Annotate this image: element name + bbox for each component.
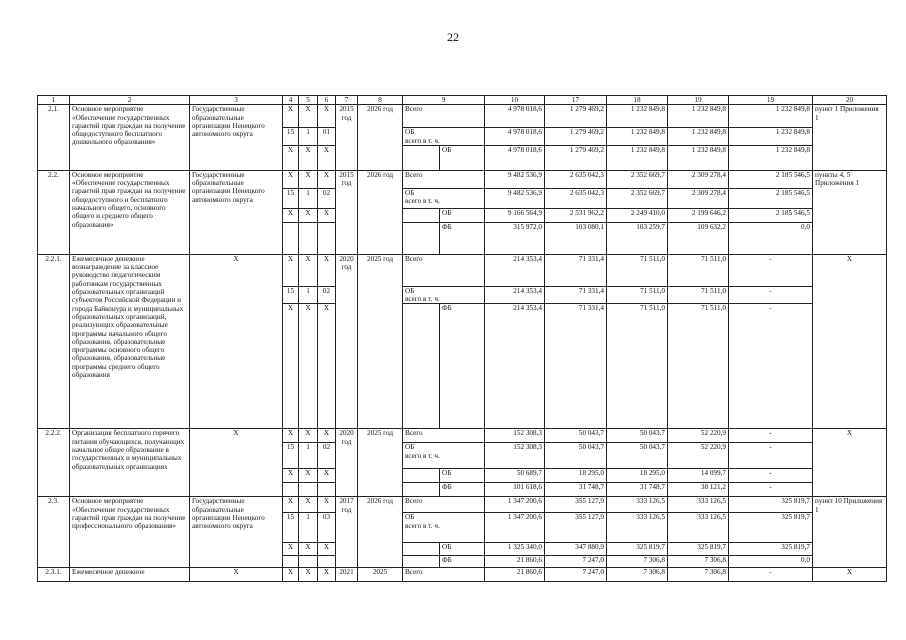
code-cell: 1 bbox=[299, 443, 318, 469]
table-row bbox=[38, 568, 887, 582]
row-number: 2.2. bbox=[38, 170, 70, 254]
funding-source-indent bbox=[403, 304, 440, 429]
funding-source-label: ОБ bbox=[405, 188, 415, 197]
amount-cell: 7 247,0 bbox=[545, 556, 607, 568]
amount-cell: 333 126,5 bbox=[668, 497, 729, 513]
amount-cell: - bbox=[729, 429, 813, 443]
funding-source-label: Всего bbox=[405, 568, 423, 577]
code-cell: 15 bbox=[283, 443, 299, 469]
start-year: 2017 год bbox=[336, 497, 358, 568]
code-cell: X bbox=[283, 429, 299, 443]
code-cell: X bbox=[299, 304, 318, 429]
note: X bbox=[813, 568, 887, 582]
funding-source-indent bbox=[403, 556, 440, 568]
column-header: 2 bbox=[70, 96, 190, 105]
amount-cell: - bbox=[729, 469, 813, 483]
start-year: 2020 год bbox=[336, 254, 358, 429]
code-cell: 1 bbox=[299, 188, 318, 208]
code-cell bbox=[299, 222, 318, 254]
funding-source-label: ОБ bbox=[405, 286, 415, 295]
funding-source: ОБ bbox=[440, 145, 485, 170]
amount-cell: 1 347 200,6 bbox=[485, 513, 545, 543]
note: пункт 10 Приложения 1 bbox=[813, 497, 887, 568]
activity-name: Организация бесплатного горячего питания обучающихся, получающих начальное общее образование в государственных и муниципальных образовательных организациях bbox=[70, 429, 190, 497]
row-number: 2.2.2. bbox=[38, 429, 70, 497]
code-cell: 15 bbox=[283, 286, 299, 304]
amount-cell: 71 331,4 bbox=[545, 254, 607, 286]
code-cell: X bbox=[318, 145, 336, 170]
page-number: 22 bbox=[447, 30, 459, 44]
amount-cell: 1 279 469,2 bbox=[545, 128, 607, 146]
end-year: 2025 bbox=[358, 568, 403, 582]
row-number: 2.1. bbox=[38, 105, 70, 171]
code-cell: X bbox=[299, 254, 318, 286]
executor: Государственные образовательные организации Ненецкого автономного округа bbox=[190, 170, 283, 254]
code-cell: X bbox=[318, 254, 336, 286]
funding-source-sublabel: всего в т. ч. bbox=[405, 136, 440, 145]
amount-cell: - bbox=[729, 304, 813, 429]
amount-cell: 7 306,8 bbox=[607, 568, 668, 582]
amount-cell: 7 306,8 bbox=[607, 556, 668, 568]
amount-cell: 325 819,7 bbox=[729, 497, 813, 513]
funding-source-indent bbox=[403, 543, 440, 556]
amount-cell: 38 121,2 bbox=[668, 483, 729, 497]
start-year: 2015 год bbox=[336, 105, 358, 171]
code-cell: X bbox=[283, 497, 299, 513]
amount-cell: 2 352 669,7 bbox=[607, 170, 668, 188]
start-year: 2015 год bbox=[336, 170, 358, 254]
amount-cell: 2 185 546,5 bbox=[729, 208, 813, 222]
row-number: 2.2.1. bbox=[38, 254, 70, 429]
end-year: 2026 год bbox=[358, 497, 403, 568]
code-cell bbox=[299, 556, 318, 568]
amount-cell: 325 819,7 bbox=[607, 543, 668, 556]
table-row bbox=[38, 497, 887, 513]
amount-cell: 103 080,1 bbox=[545, 222, 607, 254]
code-cell: X bbox=[283, 543, 299, 556]
amount-cell: 1 232 849,8 bbox=[668, 105, 729, 128]
code-cell: 1 bbox=[299, 286, 318, 304]
amount-cell: 14 099,7 bbox=[668, 469, 729, 483]
amount-cell: 21 860,6 bbox=[485, 556, 545, 568]
funding-source-indent bbox=[403, 208, 440, 222]
code-cell: X bbox=[318, 208, 336, 222]
amount-cell: 4 978 018,6 bbox=[485, 128, 545, 146]
column-header: 8 bbox=[358, 96, 403, 105]
activity-name: Основное мероприятие «Обеспечение государственных гарантий прав граждан на получение профессионального образования» bbox=[70, 497, 190, 568]
amount-cell: 1 232 849,8 bbox=[729, 128, 813, 146]
code-cell: 02 bbox=[318, 188, 336, 208]
amount-cell: 21 860,6 bbox=[485, 568, 545, 582]
code-cell: 1 bbox=[299, 128, 318, 146]
code-cell: X bbox=[283, 170, 299, 188]
code-cell bbox=[318, 483, 336, 497]
amount-cell: 18 295,0 bbox=[545, 469, 607, 483]
funding-source-indent bbox=[403, 469, 440, 483]
amount-cell: 71 331,4 bbox=[545, 286, 607, 304]
amount-cell: 7 306,8 bbox=[668, 556, 729, 568]
funding-source bbox=[403, 128, 485, 146]
column-header: 7 bbox=[336, 96, 358, 105]
code-cell: X bbox=[283, 105, 299, 128]
note: X bbox=[813, 429, 887, 497]
amount-cell: 9 482 536,9 bbox=[485, 188, 545, 208]
funding-source bbox=[403, 254, 485, 286]
amount-cell: 355 127,9 bbox=[545, 513, 607, 543]
amount-cell: 1 232 849,8 bbox=[607, 128, 668, 146]
amount-cell: 71 511,0 bbox=[607, 254, 668, 286]
code-cell: X bbox=[318, 429, 336, 443]
funding-source: ОБ bbox=[440, 469, 485, 483]
funding-source bbox=[403, 497, 485, 513]
funding-source-indent bbox=[403, 145, 440, 170]
amount-cell: 2 352 669,7 bbox=[607, 188, 668, 208]
amount-cell: 1 279 469,2 bbox=[545, 145, 607, 170]
amount-cell: 0,0 bbox=[729, 222, 813, 254]
funding-source-indent bbox=[403, 222, 440, 254]
amount-cell: 1 232 849,8 bbox=[729, 145, 813, 170]
column-header: 20 bbox=[813, 96, 887, 105]
executor: X bbox=[190, 429, 283, 497]
table-row bbox=[38, 254, 887, 286]
table-row bbox=[38, 170, 887, 188]
code-cell: X bbox=[299, 497, 318, 513]
amount-cell: 2 249 410,0 bbox=[607, 208, 668, 222]
column-header: 4 bbox=[283, 96, 299, 105]
funding-source-sublabel: всего в т. ч. bbox=[405, 295, 440, 304]
funding-source-label: Всего bbox=[405, 105, 423, 114]
amount-cell: 152 308,3 bbox=[485, 429, 545, 443]
activity-name: Ежемесячное денежное bbox=[70, 568, 190, 582]
amount-cell: 2 185 546,5 bbox=[729, 188, 813, 208]
amount-cell: 1 232 849,8 bbox=[668, 145, 729, 170]
amount-cell: 101 618,6 bbox=[485, 483, 545, 497]
amount-cell: 4 978 018,6 bbox=[485, 105, 545, 128]
amount-cell: 50 043,7 bbox=[607, 429, 668, 443]
funding-source-label: Всего bbox=[405, 497, 423, 506]
activity-name: Ежемесячное денежное вознаграждение за классное руководство педагогическим работникам государственных образовательных организаций субъектов Российской Федерации и города Байконура и муниципальных образовательных организаций, реализующих образовательные программы начального общего образования, образовательные программы основного общего образования, образовательные программы среднего общего образования bbox=[70, 254, 190, 429]
code-cell bbox=[318, 222, 336, 254]
start-year: 2020 год bbox=[336, 429, 358, 497]
funding-source: ОБ bbox=[440, 543, 485, 556]
executor: X bbox=[190, 254, 283, 429]
amount-cell: 1 325 340,0 bbox=[485, 543, 545, 556]
column-header: 10 bbox=[485, 96, 545, 105]
start-year: 2021 bbox=[336, 568, 358, 582]
amount-cell: 325 819,7 bbox=[668, 543, 729, 556]
amount-cell: 0,0 bbox=[729, 556, 813, 568]
code-cell: X bbox=[299, 105, 318, 128]
code-cell: X bbox=[283, 254, 299, 286]
budget-table bbox=[37, 95, 887, 582]
code-cell: X bbox=[283, 304, 299, 429]
note: X bbox=[813, 254, 887, 429]
amount-cell: 347 880,9 bbox=[545, 543, 607, 556]
amount-cell: 2 635 042,3 bbox=[545, 170, 607, 188]
funding-source: ФБ bbox=[440, 222, 485, 254]
code-cell: X bbox=[318, 497, 336, 513]
funding-source: ФБ bbox=[440, 304, 485, 429]
column-header: 6 bbox=[318, 96, 336, 105]
amount-cell: 325 819,7 bbox=[729, 543, 813, 556]
amount-cell: 2 185 546,5 bbox=[729, 170, 813, 188]
code-cell: 15 bbox=[283, 128, 299, 146]
column-header: 3 bbox=[190, 96, 283, 105]
funding-source bbox=[403, 286, 485, 304]
amount-cell: - bbox=[729, 286, 813, 304]
funding-source bbox=[403, 105, 485, 128]
column-header: 19 bbox=[668, 96, 729, 105]
amount-cell: 9 482 536,9 bbox=[485, 170, 545, 188]
funding-source: ФБ bbox=[440, 483, 485, 497]
code-cell: X bbox=[283, 145, 299, 170]
amount-cell: 214 353,4 bbox=[485, 254, 545, 286]
activity-name: Основное мероприятие «Обеспечение государственных гарантий прав граждан на получение общедоступного бесплатного дошкольного образования» bbox=[70, 105, 190, 171]
amount-cell: 152 308,3 bbox=[485, 443, 545, 469]
amount-cell: 1 232 849,8 bbox=[668, 128, 729, 146]
code-cell: X bbox=[299, 170, 318, 188]
code-cell: X bbox=[299, 543, 318, 556]
funding-source-indent bbox=[403, 483, 440, 497]
amount-cell: 214 353,4 bbox=[485, 286, 545, 304]
table-row bbox=[38, 429, 887, 443]
column-header: 1 bbox=[38, 96, 70, 105]
table-row bbox=[38, 105, 887, 128]
code-cell: 15 bbox=[283, 188, 299, 208]
amount-cell: 71 511,0 bbox=[668, 254, 729, 286]
amount-cell: 9 166 564,9 bbox=[485, 208, 545, 222]
funding-source-sublabel: всего в т. ч. bbox=[405, 197, 440, 206]
code-cell: X bbox=[318, 543, 336, 556]
code-cell: 15 bbox=[283, 513, 299, 543]
amount-cell: 50 043,7 bbox=[607, 443, 668, 469]
amount-cell: 31 748,7 bbox=[607, 483, 668, 497]
end-year: 2026 год bbox=[358, 105, 403, 171]
code-cell bbox=[283, 556, 299, 568]
funding-source: ОБ bbox=[440, 208, 485, 222]
header-row bbox=[38, 96, 887, 105]
executor: Государственные образовательные организации Ненецкого автономного округа bbox=[190, 497, 283, 568]
amount-cell: 333 126,5 bbox=[668, 513, 729, 543]
amount-cell: 2 199 646,2 bbox=[668, 208, 729, 222]
amount-cell: 2 531 962,2 bbox=[545, 208, 607, 222]
code-cell bbox=[299, 483, 318, 497]
funding-source-label: Всего bbox=[405, 170, 423, 179]
amount-cell: 52 220,9 bbox=[668, 443, 729, 469]
amount-cell: - bbox=[729, 568, 813, 582]
funding-source-sublabel: всего в т. ч. bbox=[405, 521, 440, 530]
code-cell: X bbox=[318, 170, 336, 188]
executor: Государственные образовательные организации Ненецкого автономного округа bbox=[190, 105, 283, 171]
column-header: 9 bbox=[403, 96, 485, 105]
amount-cell: 1 232 849,8 bbox=[729, 105, 813, 128]
amount-cell: 4 978 018,6 bbox=[485, 145, 545, 170]
amount-cell: 71 511,0 bbox=[668, 304, 729, 429]
row-number: 2.3.1. bbox=[38, 568, 70, 582]
amount-cell: 50 043,7 bbox=[545, 429, 607, 443]
column-header: 5 bbox=[299, 96, 318, 105]
funding-source bbox=[403, 568, 485, 582]
amount-cell: 50 043,7 bbox=[545, 443, 607, 469]
funding-source-label: ОБ bbox=[405, 128, 415, 137]
funding-source-label: ОБ bbox=[405, 443, 415, 452]
activity-name: Основное мероприятие «Обеспечение государственных гарантий прав граждан на получение общедоступного и бесплатного начального общего, основного общего и среднего общего образования» bbox=[70, 170, 190, 254]
amount-cell: 103 259,7 bbox=[607, 222, 668, 254]
amount-cell: 71 331,4 bbox=[545, 304, 607, 429]
amount-cell: 1 347 200,6 bbox=[485, 497, 545, 513]
code-cell: 02 bbox=[318, 443, 336, 469]
amount-cell: 325 819,7 bbox=[729, 513, 813, 543]
amount-cell: - bbox=[729, 443, 813, 469]
end-year: 2026 год bbox=[358, 170, 403, 254]
code-cell: X bbox=[299, 145, 318, 170]
amount-cell: 7 306,8 bbox=[668, 568, 729, 582]
funding-source bbox=[403, 513, 485, 543]
funding-source-label: Всего bbox=[405, 429, 423, 438]
amount-cell: 109 632,2 bbox=[668, 222, 729, 254]
funding-source: ФБ bbox=[440, 556, 485, 568]
note: пункт 1 Приложения 1 bbox=[813, 105, 887, 171]
amount-cell: 214 353,4 bbox=[485, 304, 545, 429]
code-cell: X bbox=[318, 304, 336, 429]
code-cell: X bbox=[299, 208, 318, 222]
amount-cell: - bbox=[729, 483, 813, 497]
code-cell bbox=[283, 222, 299, 254]
amount-cell: 1 232 849,8 bbox=[607, 145, 668, 170]
funding-source bbox=[403, 188, 485, 208]
executor: X bbox=[190, 568, 283, 582]
row-number: 2.3. bbox=[38, 497, 70, 568]
funding-source bbox=[403, 170, 485, 188]
amount-cell: 50 689,7 bbox=[485, 469, 545, 483]
funding-source bbox=[403, 443, 485, 469]
end-year: 2025 год bbox=[358, 254, 403, 429]
amount-cell: 355 127,9 bbox=[545, 497, 607, 513]
code-cell: X bbox=[318, 568, 336, 582]
code-cell bbox=[283, 483, 299, 497]
amount-cell: 71 511,0 bbox=[607, 304, 668, 429]
amount-cell: 315 972,0 bbox=[485, 222, 545, 254]
code-cell bbox=[318, 556, 336, 568]
code-cell: 01 bbox=[318, 128, 336, 146]
code-cell: 1 bbox=[299, 513, 318, 543]
code-cell: X bbox=[299, 469, 318, 483]
code-cell: 02 bbox=[318, 286, 336, 304]
amount-cell: 2 309 278,4 bbox=[668, 170, 729, 188]
code-cell: X bbox=[299, 568, 318, 582]
code-cell: X bbox=[283, 208, 299, 222]
funding-source bbox=[403, 429, 485, 443]
end-year: 2025 год bbox=[358, 429, 403, 497]
amount-cell: 18 295,0 bbox=[607, 469, 668, 483]
amount-cell: 1 232 849,8 bbox=[607, 105, 668, 128]
amount-cell: 71 511,0 bbox=[668, 286, 729, 304]
amount-cell: 71 511,0 bbox=[607, 286, 668, 304]
funding-source-sublabel: всего в т. ч. bbox=[405, 451, 440, 460]
amount-cell: 333 126,5 bbox=[607, 497, 668, 513]
column-header: 17 bbox=[545, 96, 607, 105]
code-cell: 03 bbox=[318, 513, 336, 543]
code-cell: X bbox=[299, 429, 318, 443]
amount-cell: - bbox=[729, 254, 813, 286]
code-cell: X bbox=[318, 469, 336, 483]
amount-cell: 2 635 042,3 bbox=[545, 188, 607, 208]
column-header: 18 bbox=[607, 96, 668, 105]
note: пункты 4, 5 Приложения 1 bbox=[813, 170, 887, 254]
amount-cell: 2 309 278,4 bbox=[668, 188, 729, 208]
column-header: 19 bbox=[729, 96, 813, 105]
amount-cell: 52 220,9 bbox=[668, 429, 729, 443]
amount-cell: 333 126,5 bbox=[607, 513, 668, 543]
amount-cell: 1 279 469,2 bbox=[545, 105, 607, 128]
code-cell: X bbox=[283, 568, 299, 582]
code-cell: X bbox=[318, 105, 336, 128]
code-cell: X bbox=[283, 469, 299, 483]
amount-cell: 7 247,0 bbox=[545, 568, 607, 582]
funding-source-label: Всего bbox=[405, 254, 423, 263]
amount-cell: 31 748,7 bbox=[545, 483, 607, 497]
funding-source-label: ОБ bbox=[405, 513, 415, 522]
